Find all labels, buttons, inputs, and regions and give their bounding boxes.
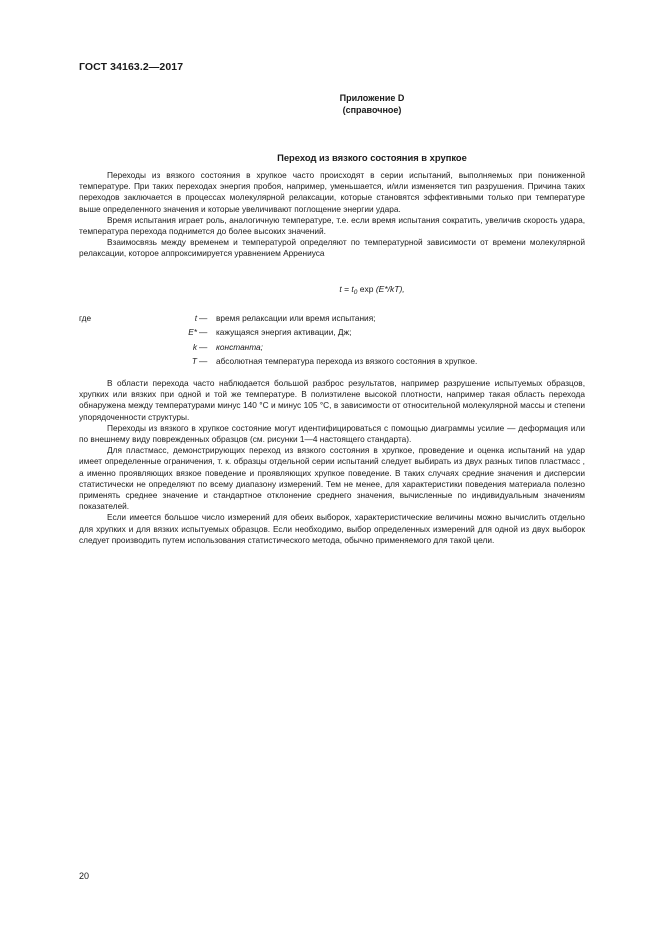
definition-symbol: E* (188, 327, 197, 338)
definition-row (79, 340, 585, 354)
definition-row (79, 311, 585, 325)
paragraph: Взаимосвязь между временем и температурой определяют по температурной зависимости от времени молекулярной релаксации, которое аппроксимируется уравнением Аррениуса (79, 237, 585, 259)
paragraph: В области перехода часто наблюдается большой разброс результатов, например разрушение испытуемых образцов, хрупких или вязких при одной и той же температуре. В полиэтилене высокой плотности, например такая область перехода обнаружена между температурами минус 140 °С и минус 105 °С, в зависимости от относительной молекулярной массы и степени упорядоченности структуры. (79, 378, 585, 422)
appendix-title: Приложение D (339, 93, 405, 103)
definition-text: время релаксации или время испытания; (216, 313, 376, 323)
paragraph: Переходы из вязкого в хрупкое состояние могут идентифицироваться с помощью диаграммы усилие — деформация или по внешнему виду поврежденных образцов (см. рисунки 1—4 настоящего стандарта). (79, 422, 585, 445)
definition-row (79, 354, 585, 368)
arrhenius-formula (79, 284, 661, 296)
formula-lhs: t = t (339, 284, 354, 294)
definition-text: абсолютная температура перехода из вязкого состояния в хрупкое. (216, 356, 478, 367)
appendix-heading (79, 92, 661, 116)
definition-dash: — (199, 327, 208, 338)
section-title: Переход из вязкого состояния в хрупкое (277, 152, 467, 163)
formula-subscript: 0 (353, 289, 358, 296)
paragraph: Для пластмасс, демонстрирующих переход из вязкого состояния в хрупкое, проведение и оценка испытаний на удар имеет определенные ограничения, т. к. образцы отдельной серии испытаний следует выбирать из двух разных типов пластмасс , а именно проявляющих вязкое поведение и проявляющих хрупкое поведение. В таких случаях средние значения и дисперсии статистически не определяют по всему диапазону измерений. Тем не менее, для характеристики поведения материала полезно применять среднее значение и стандартное отклонение среднего значения, вычисленные по индивидуальным значениям показателей. (79, 445, 585, 512)
definitions-where-label: где (79, 313, 92, 323)
paragraphs-before-formula (79, 170, 585, 260)
definitions-list (79, 311, 585, 369)
definition-dash: — (199, 341, 208, 352)
definition-symbol: k (192, 341, 197, 352)
formula-function: exp (359, 284, 374, 294)
definition-text: кажущаяся энергия активации, Дж; (216, 327, 352, 338)
paragraphs-after-formula (79, 378, 585, 546)
document-header: ГОСТ 34163.2—2017 (79, 61, 184, 73)
formula-argument: (E*/kT), (375, 284, 405, 294)
definition-row (79, 325, 585, 339)
definition-dash: — (199, 356, 208, 367)
paragraph: Время испытания играет роль, аналогичную температуре, т.е. если время испытания сократить, увеличив скорость удара, температура перехода поднимется до более высоких значений. (79, 214, 585, 237)
paragraph: Если имеется большое число измерений для обеих выборок, характеристические величины можно вычислить отдельно для хрупких и для вязких испытуемых образцов. Если необходимо, выбор определенных измерений для одной из двух выборок следует производить путем использования статистического метода, обычно применяемого для такой цели. (79, 512, 585, 545)
page-number: 20 (79, 871, 90, 881)
paragraph: Переходы из вязкого состояния в хрупкое часто происходят в серии испытаний, выполняемых при пониженной температуре. При таких переходах энергия пробоя, например, уменьшается, и/или изменяется тип разрушения. Причина таких переходов заключается в процессах молекулярной релаксации, которые становятся эффективными только при температуре выше определенного значения и которые увеличивают поглощение энергии удара. (79, 170, 585, 214)
definition-text: константа; (216, 341, 263, 352)
appendix-note: (справочное) (342, 105, 402, 115)
definition-symbol: T (191, 356, 197, 367)
definition-dash: — (199, 313, 208, 323)
definition-symbol: t (194, 313, 197, 323)
